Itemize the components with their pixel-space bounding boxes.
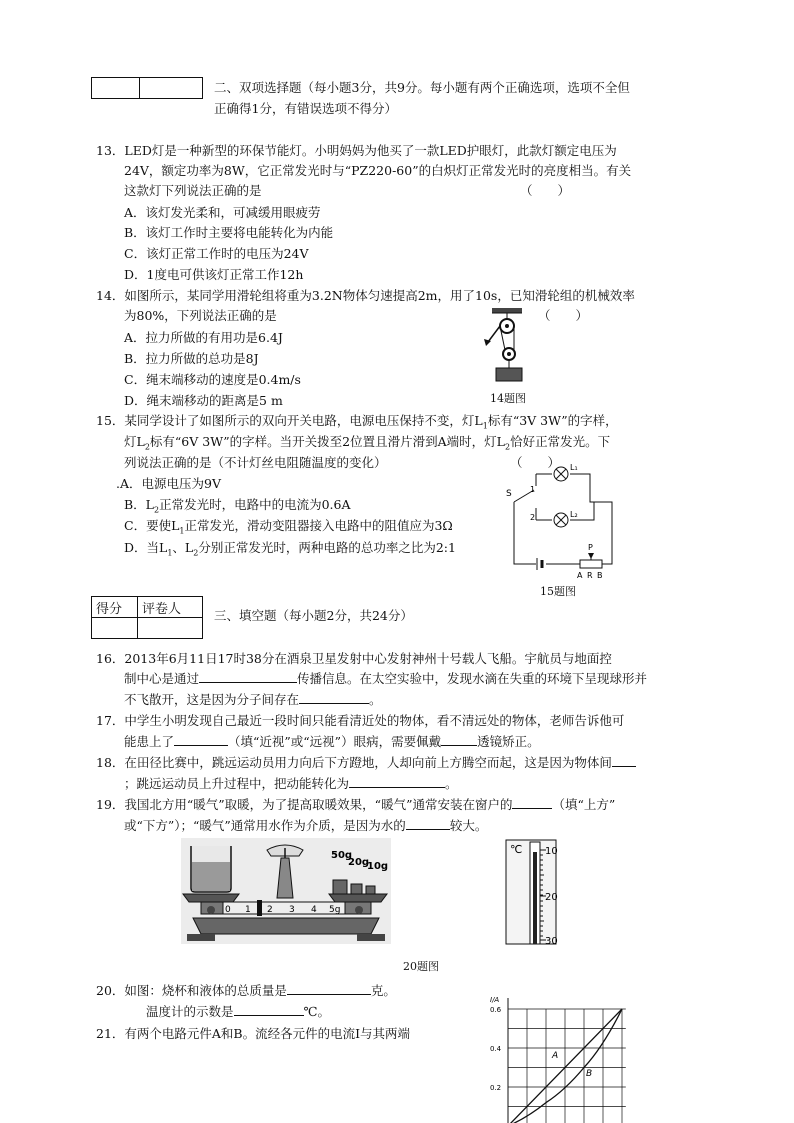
q19-line2: 或“下方”）；“暖气”通常用水作为介质，是因为水的 较大。 xyxy=(124,818,488,833)
series-b-label: B xyxy=(586,1069,593,1079)
scale-label-0: 0 xyxy=(225,905,231,915)
section2-title-line1: 二、双项选择题（每小题3分，共9分。每小题有两个正确选项，选项不全但 xyxy=(214,80,630,95)
iu-chart xyxy=(486,992,626,1123)
label-l1: L₁ xyxy=(570,463,578,472)
q20-line2: 温度计的示数是 ℃。 xyxy=(146,1004,330,1019)
circuit-figure xyxy=(504,460,616,585)
q15-option-c: C．要使$L_1$正常发光，滑动变阻器接入电路中的阻值应为3Ω xyxy=(124,518,453,536)
scale-label-4: 4 xyxy=(311,905,317,915)
q14-option-a: A．拉力所做的有用功是6.4J xyxy=(124,330,283,345)
grader-cell xyxy=(140,78,203,99)
q18-line2: ；跳远运动员上升过程中，把动能转化为 。 xyxy=(124,776,458,791)
q13-answer-paren: （ ） xyxy=(520,183,571,198)
q16-blank-1[interactable] xyxy=(199,669,297,683)
score-cell xyxy=(92,618,138,639)
scale-label-5: 5g xyxy=(329,905,341,915)
thermometer-figure xyxy=(504,838,560,948)
q15-line1: 15．某同学设计了如图所示的双向开关电路，电源电压保持不变，灯$L_1$标有“3V 3W”的字样， xyxy=(96,413,618,431)
grader-cell xyxy=(138,618,203,639)
q19-line1: 19．我国北方用“暖气”取暖，为了提高取暖效果，“暖气”通常安装在窗户的 （填“上方” xyxy=(96,797,616,812)
q21-line1: 21．有两个电路元件A和B。流经各元件的电流I与其两端 xyxy=(96,1026,411,1041)
label-b: B xyxy=(597,571,603,580)
q14-answer-paren: （ ） xyxy=(538,308,589,323)
label-r: R xyxy=(587,571,593,580)
q18-line1: 18．在田径比赛中，跳远运动员用力向后下方蹬地，人却向前上方腾空而起，这是因为物体间 xyxy=(96,752,636,773)
q16-line1: 16．2013年6月11日17时38分在酒泉卫星发射中心发射神州十号载人飞船。宇航员与地面控 xyxy=(96,651,612,666)
weight-50g-label: 50g xyxy=(331,850,353,861)
q13-line3: 这款灯下列说法正确的是 xyxy=(124,183,262,198)
q16-blank-2[interactable] xyxy=(299,690,369,704)
scale-label-3: 3 xyxy=(289,905,295,915)
q15-figure-caption: 15题图 xyxy=(540,585,576,598)
q15-option-d: D．当$L_1$、$L_2$分别正常发光时，两种电路的总功率之比为2:1 xyxy=(124,540,456,558)
label-l2: L₂ xyxy=(570,510,578,519)
q13-option-b: B．该灯工作时主要将电能转化为内能 xyxy=(124,225,334,240)
y-axis-label: I/A xyxy=(490,996,500,1004)
section3-title: 三、填空题（每小题2分，共24分） xyxy=(214,608,413,623)
q15-answer-paren: （ ） xyxy=(510,455,561,470)
q13-line1: 13．LED灯是一种新型的环保节能灯。小明妈妈为他买了一款LED护眼灯，此款灯额定电压为 xyxy=(96,143,617,158)
label-s: S xyxy=(506,489,512,499)
thermometer-tick-10: 10 xyxy=(545,846,558,857)
label-p: P xyxy=(588,543,593,552)
q19-blank-1[interactable] xyxy=(512,795,552,809)
q13-line2: 24V，额定功率为8W，它正常发光时与“PZ220-60”的白炽灯正常发光时的亮度相当。有关 xyxy=(124,163,632,178)
series-a-label: A xyxy=(552,1051,559,1061)
q18-blank-1[interactable] xyxy=(612,753,636,767)
q19-blank-2[interactable] xyxy=(406,816,450,830)
q14-figure-caption: 14题图 xyxy=(490,392,526,405)
q20-blank-1[interactable] xyxy=(287,981,371,995)
q16-line2: 制中心是通过 传播信息。在太空实验中，发现水滴在失重的环境下呈现球形并 xyxy=(124,671,648,686)
q14-line1: 14．如图所示，某同学用滑轮组将重为3.2N物体匀速提高2m，用了10s，已知滑轮组的机械效率 xyxy=(96,288,635,303)
q17-blank-2[interactable] xyxy=(441,732,477,746)
thermometer-unit: ℃ xyxy=(510,843,523,856)
grader-header: 评卷人 xyxy=(138,597,203,618)
weight-20g-label: 20g xyxy=(348,857,370,868)
q20-figure-caption: 20题图 xyxy=(403,960,439,973)
q13-option-d: D．1度电可供该灯正常工作12h xyxy=(124,267,304,282)
score-table-section2 xyxy=(91,77,203,99)
q16-line3: 不飞散开，这是因为分子间存在 。 xyxy=(124,692,382,707)
q14-line2: 为80%，下列说法正确的是 xyxy=(124,308,277,323)
scale-label-1: 1 xyxy=(245,905,251,915)
q15-option-b: B．$L_2$正常发光时，电路中的电流为0.6A xyxy=(124,497,351,515)
q17-blank-1[interactable] xyxy=(174,732,228,746)
q13-option-a: A．该灯发光柔和，可减缓用眼疲劳 xyxy=(124,205,321,220)
score-cell xyxy=(92,78,140,99)
q20-blank-2[interactable] xyxy=(234,1002,304,1016)
thermometer-tick-30: 30 xyxy=(545,936,558,947)
q20-line1: 20．如图：烧杯和液体的总质量是 克。 xyxy=(96,983,396,998)
q15-line2: 灯$L_2$标有“6V 3W”的字样。当开关拨至2位置且滑片滑到A端时，灯$L_2$恰好正常发光。下 xyxy=(124,434,611,452)
q13-option-c: C．该灯正常工作时的电压为24V xyxy=(124,246,309,261)
weight-10g-label: 10g xyxy=(367,861,389,872)
q14-option-d: D．绳末端移动的距离是5 m xyxy=(124,393,283,408)
label-pos2: 2 xyxy=(530,513,536,522)
label-pos1: 1 xyxy=(530,485,536,494)
q17-line2: 能患上了 （填“近视”或“远视”）眼病，需要佩戴 透镜矫正。 xyxy=(124,734,540,749)
y-tick-label-0.2: 0.2 xyxy=(490,1084,502,1092)
q15-line3: 列说法正确的是（不计灯丝电阻随温度的变化） xyxy=(124,455,387,470)
thermometer-tick-20: 20 xyxy=(545,892,558,903)
q14-option-c: C．绳末端移动的速度是0.4m/s xyxy=(124,372,301,387)
y-tick-label-0.4: 0.4 xyxy=(490,1045,502,1053)
y-tick-label-0.6: 0.6 xyxy=(490,1006,502,1014)
label-a: A xyxy=(577,571,583,580)
q14-option-b: B．拉力所做的总功是8J xyxy=(124,351,259,366)
q18-blank-2[interactable] xyxy=(349,774,445,788)
q17-line1: 17．中学生小明发现自己最近一段时间只能看清近处的物体，看不清远处的物体，老师告诉他可 xyxy=(96,713,625,728)
balance-figure xyxy=(181,838,391,944)
score-table-section3 xyxy=(91,596,203,639)
section2-title-line2: 正确得1分，有错误选项不得分） xyxy=(214,101,397,116)
q15-option-a: .A．电源电压为9V xyxy=(116,476,221,491)
score-header: 得分 xyxy=(92,597,138,618)
pulley-figure xyxy=(478,306,538,386)
scale-label-2: 2 xyxy=(267,905,273,915)
